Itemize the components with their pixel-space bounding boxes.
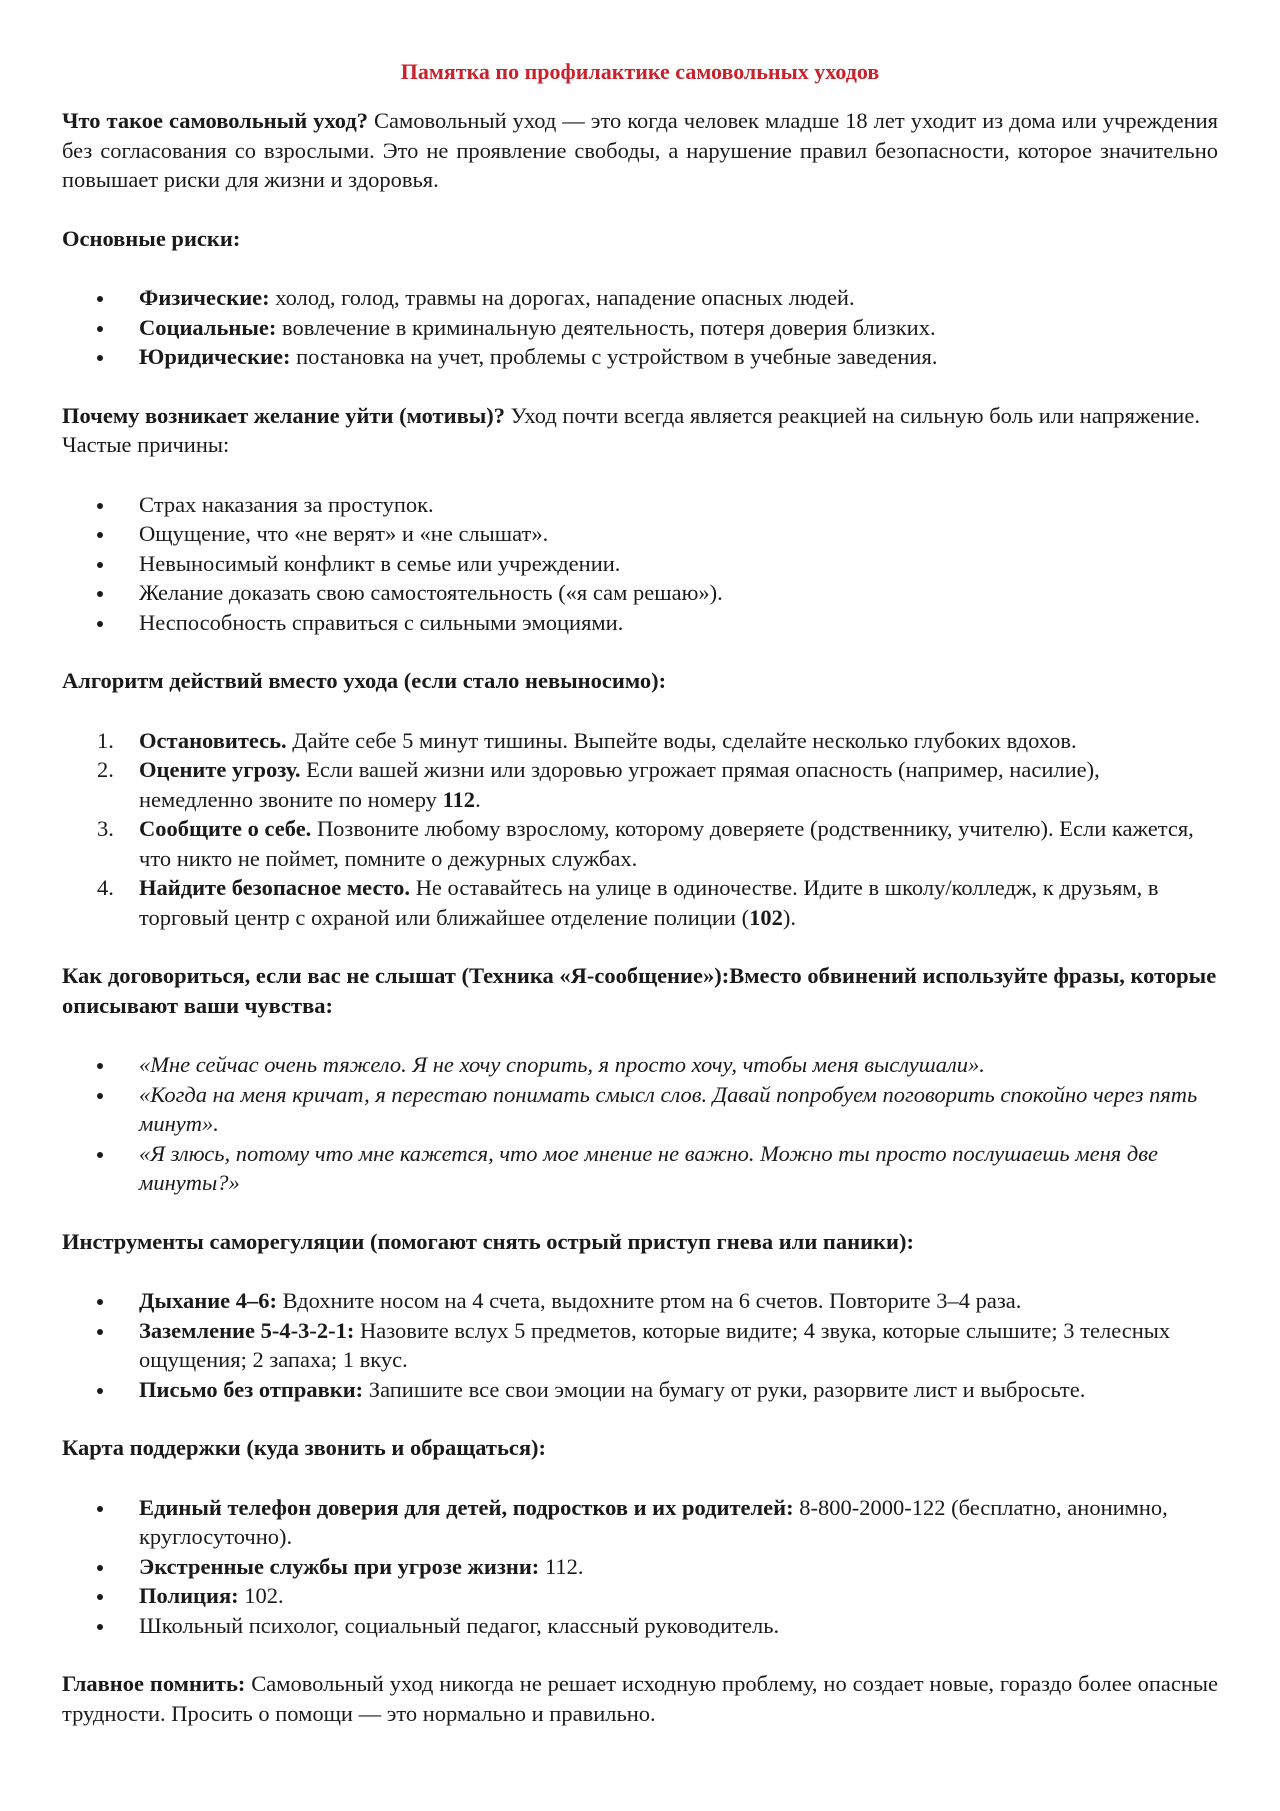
list-item bbox=[62, 342, 1218, 372]
tools-list bbox=[62, 1286, 1218, 1404]
document-title: Памятка по профилактике самовольных уходов bbox=[400, 59, 880, 84]
item-number: 1. bbox=[97, 727, 114, 753]
bullet-icon bbox=[97, 1624, 103, 1630]
list-item bbox=[62, 1050, 1218, 1080]
item-text: Желание доказать свою самостоятельность («я сам решаю»). bbox=[139, 580, 723, 605]
i-message-heading: Как договориться, если вас не слышат (Техника «Я-сообщение»):Вместо обвинений используйте фразы, которые описывают ваши чувства: bbox=[62, 963, 1217, 1018]
item-text: Страх наказания за проступок. bbox=[139, 491, 434, 517]
intro-text: Самовольный уход — это когда человек младше 18 лет уходит из дома или учреждения без согласования со взрослыми. Это не проявление свободы, а нарушение правил безопасности, которое значительно повышает риски для жизни и здоровья. bbox=[62, 108, 1219, 192]
algorithm-heading: Алгоритм действий вместо ухода (если стало невыносимо): bbox=[62, 668, 667, 693]
item-bold: Физические: bbox=[139, 285, 270, 310]
item-bold: Полиция: bbox=[139, 1583, 239, 1608]
intro-bold: Что такое самовольный уход? bbox=[62, 108, 369, 133]
item-number: 2. bbox=[97, 757, 114, 782]
item-text: 8-800-2000-122 (бесплатно, анонимно, круглосуточно). bbox=[139, 1494, 1168, 1549]
bullet-icon bbox=[97, 591, 103, 597]
item-text: Невыносимый конфликт в семье или учреждении. bbox=[139, 550, 621, 576]
item-text: Назовите вслух 5 предметов, которые видите; 4 звука, которые слышите; 3 телесных ощущения; 2 запаха; 1 вкус. bbox=[139, 1317, 1171, 1372]
conclusion-text: Самовольный уход никогда не решает исходную проблему, но создает новые, гораздо более опасные трудности. Просить о помощи — это нормально и правильно. bbox=[62, 1671, 1219, 1726]
bullet-icon bbox=[97, 1565, 103, 1571]
item-bold: Социальные: bbox=[139, 314, 277, 340]
list-item bbox=[62, 755, 1218, 814]
list-item bbox=[62, 608, 1218, 638]
item-bold: Юридические: bbox=[139, 344, 291, 369]
list-item bbox=[62, 1080, 1218, 1139]
bullet-icon bbox=[97, 296, 103, 302]
item-text: «Я злюсь, потому что мне кажется, что мое мнение не важно. Можно ты просто послушаешь меня две минуты?» bbox=[139, 1140, 1158, 1195]
bullet-icon bbox=[97, 1063, 103, 1069]
emergency-number: 112 bbox=[442, 786, 476, 812]
item-text: 102. bbox=[238, 1583, 284, 1608]
bullet-icon bbox=[97, 1506, 103, 1512]
item-text: Школьный психолог, социальный педагог, классный руководитель. bbox=[139, 1612, 780, 1638]
item-text: Не оставайтесь на улице в одиночестве. Идите в школу/колледж, к друзьям, в торговый центр с охраной или ближайшее отделение полиции ( bbox=[139, 875, 1159, 930]
list-item bbox=[62, 549, 1218, 579]
list-item bbox=[62, 313, 1218, 343]
item-text: Если вашей жизни или здоровью угрожает прямая опасность (например, насилие), немедленно звоните по номеру bbox=[139, 757, 1100, 812]
bullet-icon bbox=[97, 1594, 103, 1600]
list-item bbox=[62, 1611, 1218, 1641]
item-bold: Сообщите о себе. bbox=[139, 816, 312, 841]
item-text: Дайте себе 5 минут тишины. Выпейте воды, сделайте несколько глубоких вдохов. bbox=[286, 727, 1077, 753]
list-item bbox=[62, 578, 1218, 608]
item-number: 3. bbox=[97, 816, 114, 841]
police-number: 102 bbox=[749, 904, 783, 930]
item-text: Запишите все свои эмоции на бумагу от руки, разорвите лист и выбросьте. bbox=[363, 1376, 1086, 1402]
item-text: холод, голод, травмы на дорогах, нападение опасных людей. bbox=[269, 285, 855, 310]
item-text: Позвоните любому взрослому, которому доверяете (родственнику, учителю). Если кажется, что никто не поймет, помните о дежурных службах. bbox=[139, 816, 1194, 871]
list-item bbox=[62, 1316, 1218, 1375]
item-text: Вдохните носом на 4 счета, выдохните ртом на 6 счетов. Повторите 3–4 раза. bbox=[277, 1288, 1022, 1313]
item-text: постановка на учет, проблемы с устройством в учебные заведения. bbox=[290, 344, 938, 369]
bullet-icon bbox=[97, 326, 103, 332]
list-item bbox=[62, 1375, 1218, 1405]
bullet-icon bbox=[97, 532, 103, 538]
conclusion-bold: Главное помнить: bbox=[62, 1671, 246, 1696]
list-item bbox=[62, 1552, 1218, 1582]
motives-paragraph bbox=[62, 401, 1218, 460]
item-text: «Мне сейчас очень тяжело. Я не хочу спорить, я просто хочу, чтобы меня выслушали». bbox=[139, 1052, 985, 1077]
item-bold: Экстренные службы при угрозе жизни: bbox=[139, 1553, 540, 1579]
list-item bbox=[62, 1493, 1218, 1552]
list-item bbox=[62, 1286, 1218, 1316]
item-bold: Заземление 5-4-3-2-1: bbox=[139, 1317, 355, 1343]
item-text: «Когда на меня кричат, я перестаю понимать смысл слов. Давай попробуем поговорить спокойно через пять минут». bbox=[139, 1081, 1198, 1136]
item-text: 112. bbox=[539, 1553, 584, 1579]
item-tail: ). bbox=[782, 904, 796, 930]
conclusion-paragraph bbox=[62, 1669, 1218, 1728]
bullet-icon bbox=[97, 503, 103, 509]
item-bold: Дыхание 4–6: bbox=[139, 1288, 278, 1313]
list-item bbox=[62, 519, 1218, 549]
list-item bbox=[62, 490, 1218, 520]
item-bold: Остановитесь. bbox=[139, 727, 287, 753]
i-message-list bbox=[62, 1050, 1218, 1198]
item-text: Неспособность справиться с сильными эмоциями. bbox=[139, 609, 624, 635]
bullet-icon bbox=[97, 562, 103, 568]
bullet-icon bbox=[97, 621, 103, 627]
item-bold: Единый телефон доверия для детей, подростков и их родителей: bbox=[139, 1494, 794, 1520]
risks-heading: Основные риски: bbox=[62, 225, 241, 251]
bullet-icon bbox=[97, 1388, 103, 1394]
support-list bbox=[62, 1493, 1218, 1641]
item-tail: . bbox=[475, 786, 481, 812]
list-item bbox=[62, 1581, 1218, 1611]
list-item bbox=[62, 1139, 1218, 1198]
algorithm-list bbox=[62, 726, 1218, 933]
item-bold: Письмо без отправки: bbox=[139, 1376, 364, 1402]
support-heading: Карта поддержки (куда звонить и обращаться): bbox=[62, 1435, 547, 1460]
bullet-icon bbox=[97, 1329, 103, 1335]
list-item bbox=[62, 814, 1218, 873]
bullet-icon bbox=[97, 355, 103, 361]
list-item bbox=[62, 283, 1218, 313]
motives-list bbox=[62, 490, 1218, 638]
risks-list bbox=[62, 283, 1218, 372]
motives-bold: Почему возникает желание уйти (мотивы)? bbox=[62, 402, 506, 428]
tools-heading: Инструменты саморегуляции (помогают снять острый приступ гнева или паники): bbox=[62, 1228, 914, 1254]
bullet-icon bbox=[97, 1093, 103, 1099]
item-bold: Найдите безопасное место. bbox=[139, 875, 411, 900]
intro-paragraph bbox=[62, 106, 1218, 195]
item-bold: Оцените угрозу. bbox=[139, 757, 301, 782]
bullet-icon bbox=[97, 1299, 103, 1305]
list-item bbox=[62, 873, 1218, 932]
list-item bbox=[62, 726, 1218, 756]
item-text: Ощущение, что «не верят» и «не слышат». bbox=[139, 521, 549, 546]
bullet-icon bbox=[97, 1152, 103, 1158]
motives-text: Уход почти всегда является реакцией на сильную боль или напряжение. Частые причины: bbox=[62, 402, 1200, 457]
item-text: вовлечение в криминальную деятельность, потеря доверия близких. bbox=[276, 314, 936, 340]
item-number: 4. bbox=[97, 875, 114, 900]
